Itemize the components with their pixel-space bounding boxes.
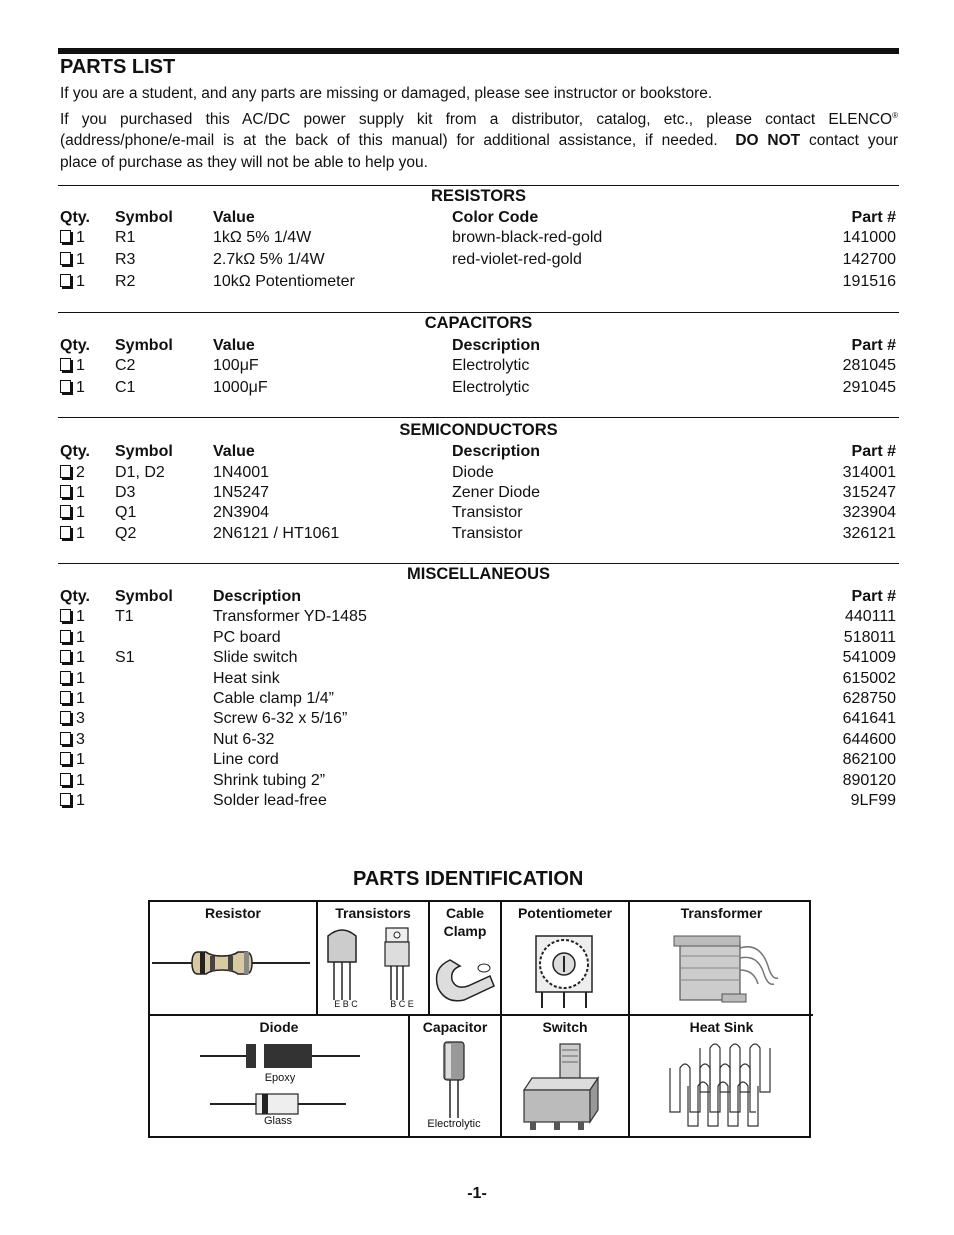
checkbox-icon[interactable] bbox=[60, 274, 71, 287]
section-rule bbox=[58, 417, 899, 418]
table-row: 1 Heat sink 615002 bbox=[58, 670, 896, 690]
checkbox-icon[interactable] bbox=[60, 609, 71, 622]
checkbox-icon[interactable] bbox=[60, 526, 71, 539]
section-title-resistors: RESISTORS bbox=[430, 187, 527, 205]
cable-clamp-icon bbox=[430, 952, 498, 1012]
checkbox-icon[interactable] bbox=[60, 380, 71, 393]
checkbox-icon[interactable] bbox=[60, 630, 71, 643]
table-header: Qty. Symbol Value Description Part # bbox=[60, 443, 896, 460]
page-title: PARTS LIST bbox=[60, 56, 176, 78]
table-row: 1 Shrink tubing 2” 890120 bbox=[58, 772, 896, 792]
intro-line-4: place of purchase as they will not be able to help you. bbox=[60, 153, 428, 171]
heat-sink-cell: Heat Sink bbox=[630, 1016, 813, 1136]
section-rule bbox=[58, 563, 899, 564]
table-row: 3 Screw 6-32 x 5/16” 641641 bbox=[58, 710, 896, 730]
table-row: 3 Nut 6-32 644600 bbox=[58, 731, 896, 751]
table-row: 1 C1 1000μF Electrolytic 291045 bbox=[58, 379, 896, 399]
resistor-icon bbox=[150, 932, 314, 992]
transformer-cell: Transformer bbox=[630, 902, 813, 1016]
table-row: 1 Line cord 862100 bbox=[58, 751, 896, 771]
intro-line-2: If you purchased this AC/DC power supply kit from a distributor, catalog, etc., please contact ELENCO® bbox=[60, 110, 898, 128]
checkbox-icon[interactable] bbox=[60, 485, 71, 498]
bce-label: B C E bbox=[390, 999, 414, 1009]
checkbox-icon[interactable] bbox=[60, 671, 71, 684]
checkbox-icon[interactable] bbox=[60, 252, 71, 265]
checkbox-icon[interactable] bbox=[60, 711, 71, 724]
intro-line-3: (address/phone/e-mail is at the back of this manual) for additional assistance, if needed. DO NOT contact your bbox=[60, 132, 898, 150]
table-row: 1 S1 Slide switch 541009 bbox=[58, 649, 896, 669]
potentiometer-icon bbox=[502, 924, 626, 1014]
ebc-label: E B C bbox=[334, 999, 358, 1009]
table-row: 1 T1 Transformer YD-1485 440111 bbox=[58, 608, 896, 628]
cable-clamp-cell: Cable Clamp bbox=[430, 902, 502, 1016]
capacitor-cell: Capacitor Electrolytic bbox=[410, 1016, 502, 1136]
parts-identification-grid bbox=[148, 900, 811, 1138]
section-title-capacitors: CAPACITORS bbox=[424, 314, 533, 332]
table-header: Qty. Symbol Value Color Code Part # bbox=[60, 209, 896, 226]
table-row: 1 PC board 518011 bbox=[58, 629, 896, 649]
top-rule bbox=[58, 48, 899, 54]
table-row: 1 D3 1N5247 Zener Diode 315247 bbox=[58, 484, 896, 504]
glass-label: Glass bbox=[263, 1115, 293, 1127]
epoxy-label: Epoxy bbox=[264, 1072, 296, 1084]
page-number: -1- bbox=[467, 1185, 487, 1202]
potentiometer-cell: Potentiometer bbox=[502, 902, 630, 1016]
section-title-misc: MISCELLANEOUS bbox=[406, 565, 550, 583]
checkbox-icon[interactable] bbox=[60, 650, 71, 663]
switch-icon bbox=[502, 1036, 626, 1132]
table-row: 1 R2 10kΩ Potentiometer 191516 bbox=[58, 273, 896, 293]
heat-sink-icon bbox=[630, 1038, 806, 1134]
checkbox-icon[interactable] bbox=[60, 732, 71, 745]
table-row: 1 Q1 2N3904 Transistor 323904 bbox=[58, 504, 896, 524]
checkbox-icon[interactable] bbox=[60, 793, 71, 806]
checkbox-icon[interactable] bbox=[60, 505, 71, 518]
table-header: Qty. Symbol Description Part # bbox=[60, 588, 896, 605]
table-row: 1 Cable clamp 1/4” 628750 bbox=[58, 690, 896, 710]
diode-cell: Diode Epoxy Glass bbox=[150, 1016, 410, 1136]
section-rule bbox=[58, 312, 899, 313]
table-row: 1 R3 2.7kΩ 5% 1/4W red-violet-red-gold 142700 bbox=[58, 251, 896, 271]
checkbox-icon[interactable] bbox=[60, 773, 71, 786]
transistors-cell: Transistors E B C B C E bbox=[318, 902, 430, 1016]
intro-line-1: If you are a student, and any parts are missing or damaged, please see instructor or bookstore. bbox=[60, 85, 713, 102]
table-row: 1 Q2 2N6121 / HT1061 Transistor 326121 bbox=[58, 525, 896, 545]
section-rule bbox=[58, 185, 899, 186]
checkbox-icon[interactable] bbox=[60, 752, 71, 765]
table-row: 1 Solder lead-free 9LF99 bbox=[58, 792, 896, 812]
intro-text bbox=[60, 83, 898, 173]
table-row: 1 R1 1kΩ 5% 1/4W brown-black-red-gold 141000 bbox=[58, 229, 896, 249]
transformer-icon bbox=[630, 928, 806, 1008]
transistor-icon bbox=[318, 924, 426, 1004]
resistor-cell: Resistor bbox=[150, 902, 318, 1016]
electrolytic-label: Electrolytic bbox=[427, 1118, 481, 1130]
table-row: 2 D1, D2 1N4001 Diode 314001 bbox=[58, 464, 896, 484]
checkbox-icon[interactable] bbox=[60, 691, 71, 704]
parts-identification-title: PARTS IDENTIFICATION bbox=[353, 868, 584, 890]
table-header: Qty. Symbol Value Description Part # bbox=[60, 337, 896, 354]
checkbox-icon[interactable] bbox=[60, 358, 71, 371]
checkbox-icon[interactable] bbox=[60, 465, 71, 478]
switch-cell: Switch bbox=[502, 1016, 630, 1136]
section-title-semiconductors: SEMICONDUCTORS bbox=[399, 421, 558, 439]
checkbox-icon[interactable] bbox=[60, 230, 71, 243]
table-row: 1 C2 100μF Electrolytic 281045 bbox=[58, 357, 896, 377]
capacitor-icon bbox=[410, 1038, 498, 1120]
